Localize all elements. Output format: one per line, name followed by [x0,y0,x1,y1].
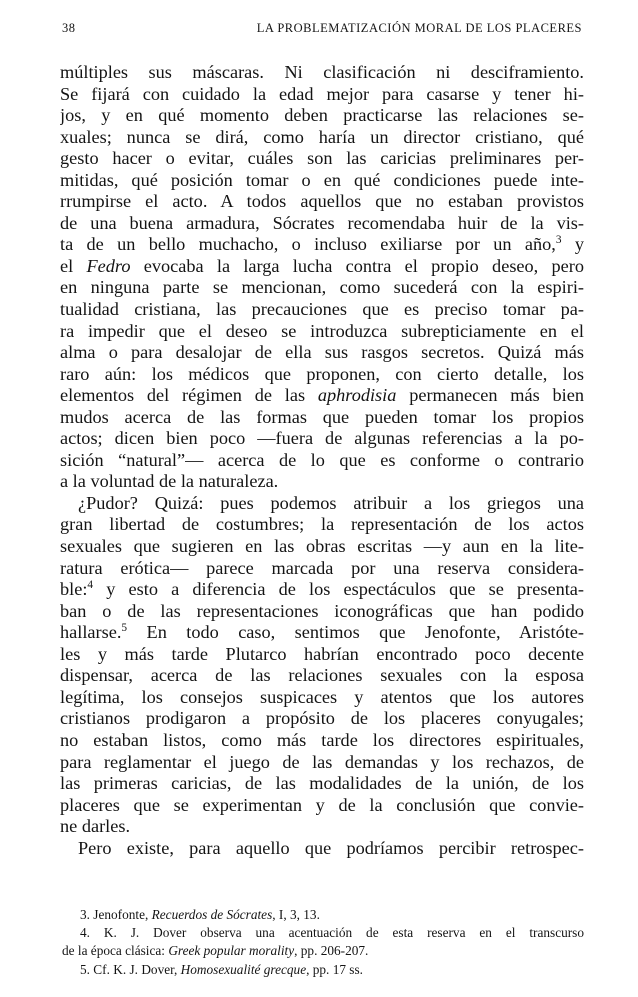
footnote-text: 3. Jenofonte, [80,907,152,922]
footnote-text: , pp. 206-207. [294,943,369,959]
footnotes [62,906,584,979]
body-line: gran libertad de costumbres; la representación de los actos [60,514,584,535]
footnote-italic: Homosexualité grecque [180,961,307,977]
body-line: ban o de las representaciones iconográficas que han podido [60,600,584,621]
line-text: hallarse. [60,622,122,643]
body-line: Pero existe, para aquello que podríamos percibir retrospec- [78,837,584,858]
footnote-4-continued [62,942,584,960]
footnote-text: 5. Cf. K. J. Dover, [80,961,181,977]
body-line: legítima, los consejos suspicaces y atentos que los autores [60,686,584,707]
italic-term-aphrodisia: aphrodisia [317,385,397,406]
body-line: jos, y en qué momento deben practicarse las relaciones se- [60,105,584,126]
body-line: sexuales que sugieren en las obras escritas —y aun en la lite- [60,536,584,557]
body-line: las primeras caricias, de las modalidades de la unión, de los [60,773,584,794]
body-line: mitidas, qué posición tomar o en qué condiciones puede inte- [60,169,584,190]
footnote-italic: Greek popular morality [168,943,295,959]
line-text: evocaba la larga lucha contra el propio deseo, pero [130,255,584,276]
footnote-3 [62,906,584,924]
body-line: de una buena armadura, Sócrates recomendaba huir de la vis- [60,212,584,233]
body-line: rrumpirse el acto. A todos aquellos que no estaban provistos [60,191,584,212]
line-text: ta de un bello muchacho, o incluso exiliarse por un año, [60,234,556,255]
body-line: tualidad cristiana, las precauciones que es preciso tomar pa- [60,299,584,320]
footnote-5 [62,961,584,979]
body-line: dispensar, acerca de las relaciones sexuales con la esposa [60,665,584,686]
body-line: cristianos prodigaron a propósito de los placeres conyugales; [60,708,584,729]
line-text: En todo caso, sentimos que Jenofonte, Aristóte- [127,622,584,643]
line-text: ble: [60,579,88,600]
body-line: placeres que se experimentan y de la conclusión que convie- [60,794,584,815]
body-line: xuales; nunca se dirá, como haría un director cristiano, qué [60,126,584,147]
italic-title-fedro: Fedro [86,255,131,276]
body-line: no estaban listos, como más tarde los directores espirituales, [60,729,584,750]
body-line: para reglamentar el juego de las demandas y los rechazos, de [60,751,584,772]
running-header [62,21,582,39]
footnote-ref-5: 5 [121,622,128,635]
body-line [60,256,584,278]
body-line: a la voluntad de la naturaleza. [60,471,279,492]
body-line [60,234,584,256]
footnote-text: , I, 3, 13. [272,907,320,922]
body-line [60,579,584,601]
body-line: ratura erótica— parece marcada por una reserva considera- [60,557,584,578]
body-line [60,385,584,407]
body-line: ¿Pudor? Quizá: pues podemos atribuir a los griegos una [78,492,584,513]
body-line: actos; dicen bien poco —fuera de algunas referencias a la po- [60,428,584,449]
body-line: sición “natural”— acerca de lo que es conforme o contrario [60,449,584,470]
footnote-text: , pp. 17 ss. [306,961,363,977]
line-text: y [561,234,584,255]
line-text: permanecen más bien [396,385,584,406]
body-line: ne darles. [60,816,131,837]
body-line: en ninguna parte se mencionan, como sucederá con la espiri- [60,277,584,298]
body-line [60,622,584,644]
body-line: gesto hacer o evitar, cuáles son las caricias preliminares per- [60,148,584,169]
page-number: 38 [62,21,76,35]
body-line: les y más tarde Plutarco habrían encontrado poco decente [60,643,584,664]
footnote-text: de la época clásica: [62,943,169,959]
body-line: raro aún: los médicos que proponen, con cierto detalle, los [60,363,584,384]
footnote-italic: Recuerdos de Sócrates [151,907,273,922]
body-text [60,62,584,859]
line-text: el [60,255,87,276]
footnote-ref-4: 4 [87,579,94,592]
line-text: y esto a diferencia de los espectáculos que se presenta- [93,579,584,600]
running-title: LA PROBLEMATIZACIÓN MORAL DE LOS PLACERES [256,21,582,35]
body-line: Se fijará con cuidado la edad mejor para casarse y tener hi- [60,83,584,104]
footnote-4: 4. K. J. Dover observa una acentuación de esta reserva en el transcurso [80,925,584,941]
body-line: ra impedir que el deseo se introduzca subrepticiamente en el [60,320,584,341]
footnote-ref-3: 3 [555,234,562,247]
body-line: mudos acerca de las formas que pueden tomar los propios [60,406,584,427]
body-line: múltiples sus máscaras. Ni clasificación ni desciframiento. [60,62,584,82]
body-line: alma o para desalojar de ella sus rasgos secretos. Quizá más [60,342,584,363]
line-text: elementos del régimen de las [60,385,318,406]
